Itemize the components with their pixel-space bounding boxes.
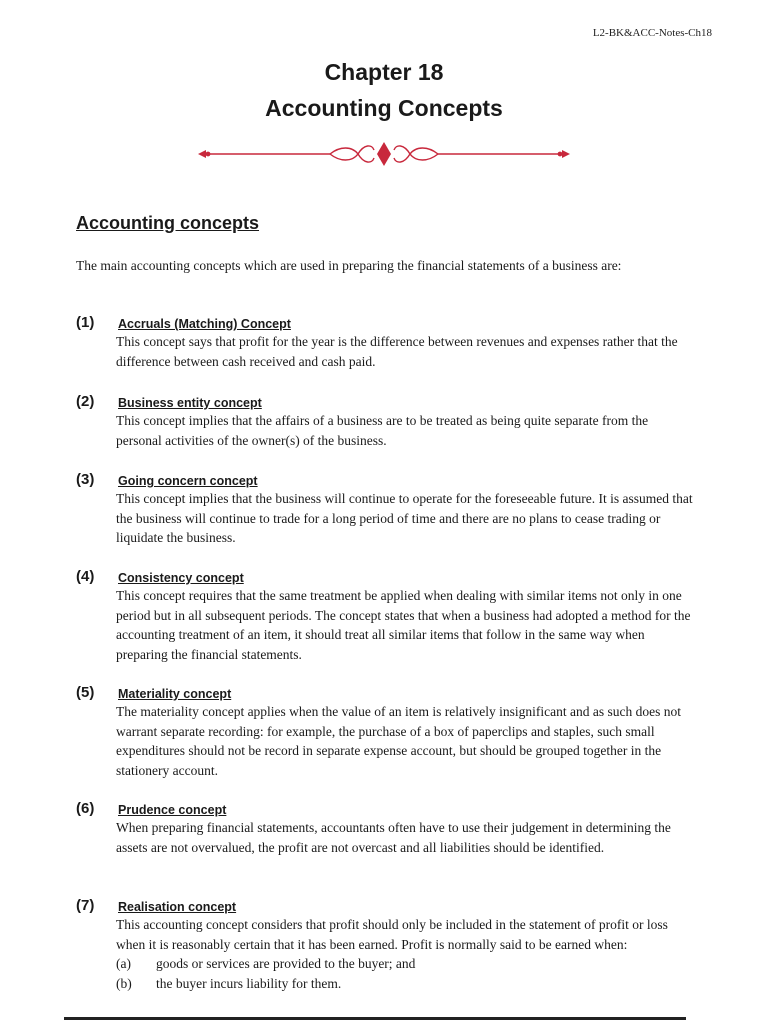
concept-body: The materiality concept applies when the value of an item is relatively insignificant and as such does not warrant separate recording: for example, the purchase of a box of paperclips and staples, such small expenditures should not be record in separate expense account, but should be grouped together in the stationery account. (116, 704, 681, 778)
concept-body: This concept says that profit for the year is the difference between revenues and expenses rather that the difference between cash received and cash paid. (116, 334, 678, 369)
concept-title: Materiality concept (118, 687, 232, 701)
list-text: the buyer incurs liability for them. (156, 975, 342, 991)
concept-body: This concept implies that the business will continue to operate for the foreseeable future. It is assumed that the business will continue to trade for a long period of time and there are no plans to cease trading or liquidate the business. (116, 491, 693, 545)
concept-number: (6) (76, 800, 95, 817)
concept-body: When preparing financial statements, accountants often have to use their judgement in determining the assets are not overvalued, the profit are not overcast and all liabilities should be identified. (116, 820, 671, 855)
title-block (0, 58, 768, 122)
concept-item (76, 395, 696, 450)
concept-title: Business entity concept (118, 396, 262, 410)
list-letter: (a) (116, 956, 131, 971)
intro-paragraph: The main accounting concepts which are used in preparing the financial statements of a business are: (76, 258, 622, 273)
section-heading: Accounting concepts (76, 213, 260, 233)
concept-title: Accruals (Matching) Concept (118, 317, 291, 331)
concept-title: Prudence concept (118, 803, 227, 817)
concept-number: (4) (76, 568, 95, 585)
list-item (116, 954, 696, 974)
list-letter: (b) (116, 975, 132, 991)
concept-item (76, 570, 696, 664)
concept-number: (2) (76, 393, 95, 410)
concept-number: (7) (76, 897, 95, 914)
concept-item (76, 316, 696, 371)
chapter-title: Accounting Concepts (265, 95, 503, 121)
list-text: goods or services are provided to the buyer; and (156, 956, 416, 971)
concept-number: (5) (76, 684, 95, 701)
concept-item (76, 802, 696, 857)
page-reference: L2-BK&ACC-Notes-Ch18 (592, 27, 712, 39)
concept-title: Realisation concept (118, 900, 237, 914)
concept-number: (1) (76, 314, 95, 331)
chapter-number: Chapter 18 (324, 59, 444, 85)
concept-title: Going concern concept (118, 474, 258, 488)
concept-body: This concept requires that the same treatment be applied when dealing with similar items not only in one period but in all subsequent periods. The concept states that when a business had adopted a method for the accounting treatment of an item, it should treat all similar items that follow in the same way when preparing the financial statements. (116, 588, 691, 662)
concept-item (76, 686, 696, 780)
concept-title: Consistency concept (118, 571, 244, 585)
concept-number: (3) (76, 471, 95, 488)
concept-body: This concept implies that the affairs of a business are to be treated as being quite separate from the personal activities of the owner(s) of the business. (116, 413, 649, 448)
bottom-rule (64, 1017, 686, 1020)
concept-item (76, 473, 696, 548)
divider-ornament-icon (194, 140, 574, 168)
concept-body: This accounting concept considers that profit should only be included in the statement of profit or loss when it is reasonably certain that it has been earned. Profit is normally said to be earned when: (116, 917, 668, 952)
list-item (116, 974, 696, 994)
concept-item (76, 899, 696, 993)
